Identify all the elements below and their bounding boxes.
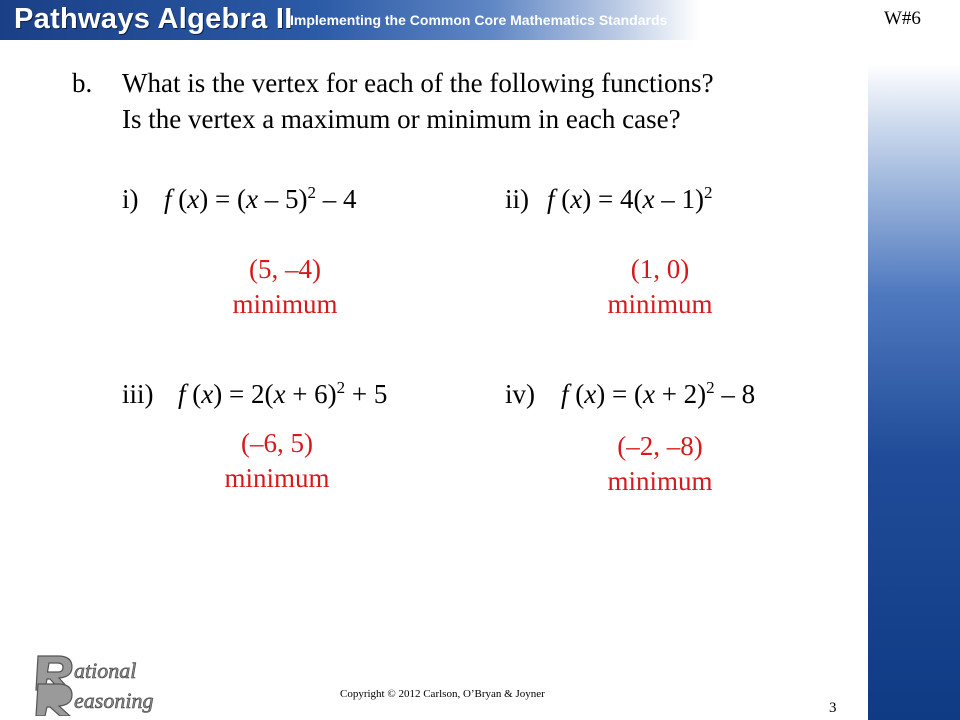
logo-line-1: ational [74, 658, 137, 683]
header-banner [0, 0, 700, 40]
slide-code: W#6 [884, 8, 921, 29]
function-expression: f $(x) = (x + 2)^2 - 8$ [561, 378, 756, 409]
problem-number: ii) [505, 184, 529, 214]
copyright-notice: Copyright © 2012 Carlson, O’Bryan & Joyner [340, 688, 545, 700]
function-i [122, 184, 356, 215]
function-expression: f $(x) = 2(x + 6)^2 + 5$ [178, 378, 388, 409]
extremum-type: minimum [224, 463, 330, 493]
function-expression: f (x) = 4(x – 1)$^2$ [547, 183, 713, 214]
side-gradient-band [868, 64, 960, 720]
function-iii [122, 379, 387, 410]
vertex-answer: (1, 0) [630, 254, 690, 284]
question-letter: b. [72, 68, 93, 98]
extremum-type: minimum [232, 289, 338, 319]
brand-title: Pathways Algebra II [14, 3, 293, 35]
function-iv [505, 379, 755, 410]
answer-ii [560, 252, 760, 322]
question-line-1: What is the vertex for each of the following functions? [122, 68, 714, 98]
answer-iii [177, 426, 377, 496]
answer-i [185, 252, 385, 322]
problem-number: i) [122, 184, 139, 214]
question-line-2: Is the vertex a maximum or minimum in each case? [122, 104, 681, 134]
extremum-type: minimum [607, 289, 713, 319]
problem-number: iii) [122, 379, 154, 409]
extremum-type: minimum [607, 466, 713, 496]
brand-subtitle: Implementing the Common Core Mathematics Standards [290, 12, 668, 28]
vertex-answer: (–2, –8) [617, 431, 703, 461]
function-expression: f (x) = (x – 5)$^2$ – 4 [164, 183, 357, 214]
rational-reasoning-logo [32, 650, 172, 716]
problem-number: iv) [505, 379, 535, 409]
vertex-answer: (5, –4) [249, 254, 321, 284]
function-ii [505, 184, 712, 215]
page-number: 3 [829, 700, 837, 716]
logo-line-2: easoning [74, 688, 154, 713]
answer-iv [560, 429, 760, 499]
vertex-answer: (–6, 5) [241, 428, 313, 458]
